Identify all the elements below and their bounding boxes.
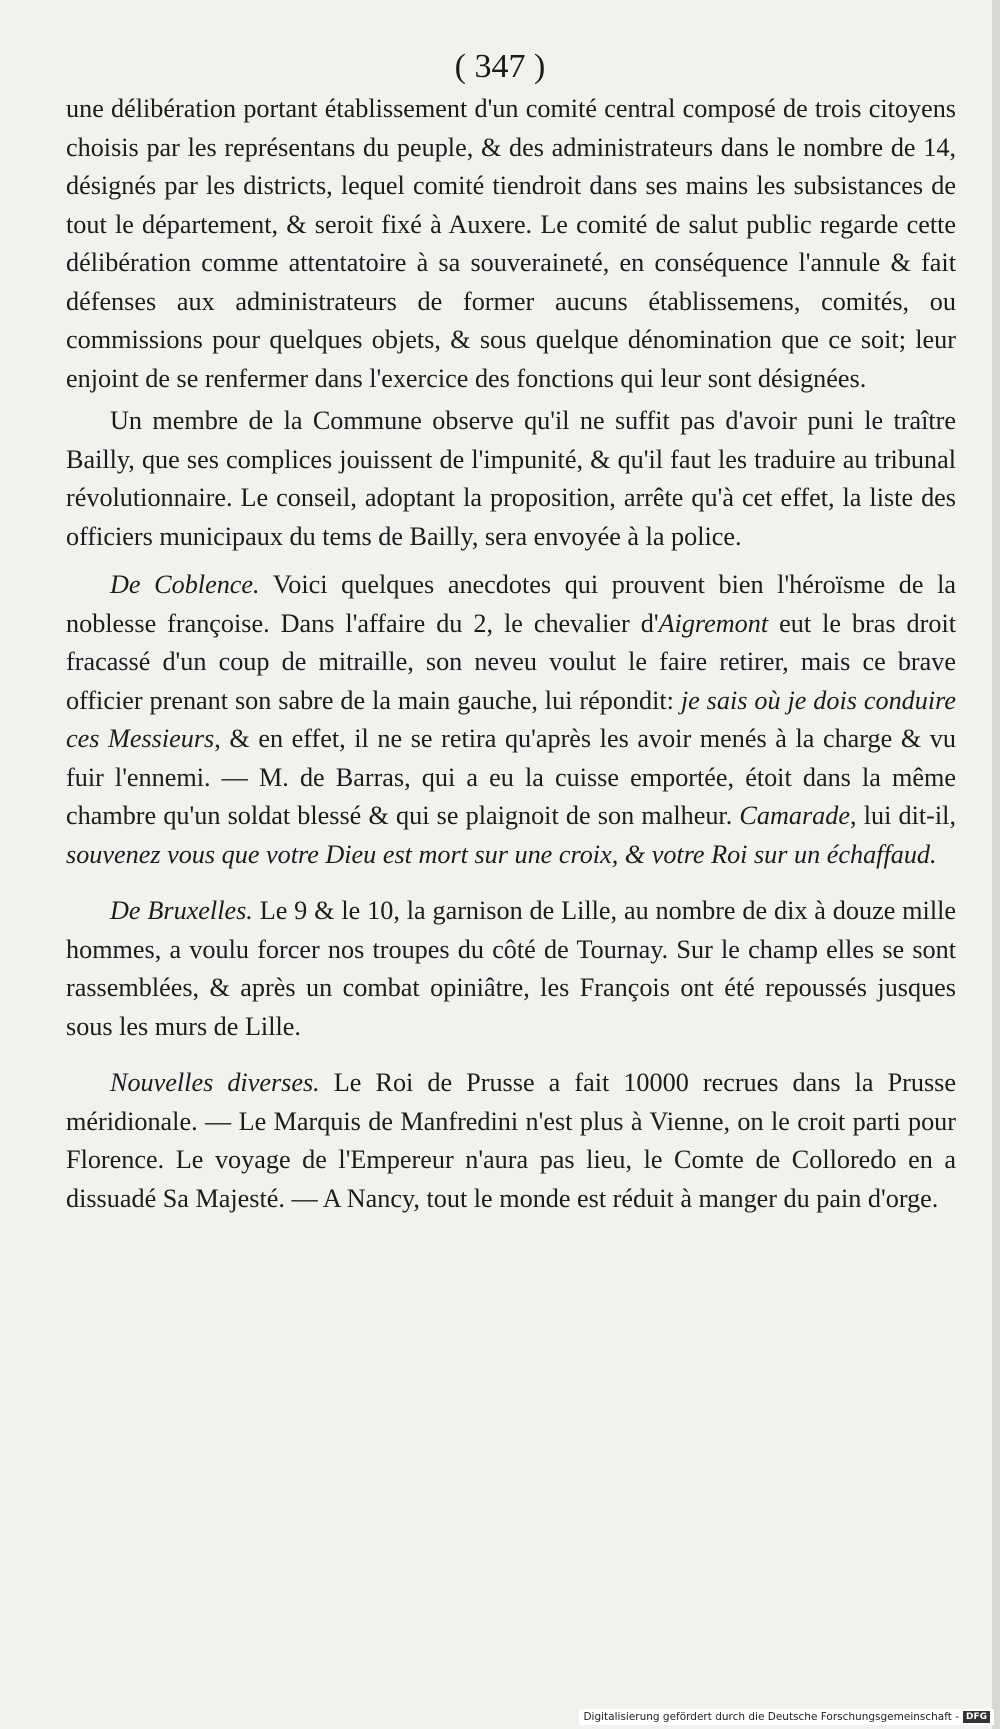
paragraph-text: Un membre de la Commune observe qu'il ne suffit pas d'avoir puni le traître Bailly, que ses complices jouissent de l'impunité, & qu'il faut les traduire au tribunal révolutionnaire. Le conseil, adoptant la proposition, arrête qu'à cet effet, la liste des officiers municipaux du tems de Bailly, sera envoyée à la police. xyxy=(66,406,956,551)
paragraph-text: eut le bras droit fracassé d'un coup de mitraille, son neveu voulut le faire retirer, mais ce brave officier prenant son sabre de la main gauche, lui répondit: xyxy=(66,608,956,715)
paragraph-text: , & en effet, il ne se retira qu'après les avoir menés à la charge & vu fuir l'ennemi. — M. de Barras, qui a eu la cuisse emportée, étoit dans la même chambre qu'un soldat blessé & qui se plaignoit de son malheur. xyxy=(66,724,956,830)
paragraph-continued xyxy=(66,90,956,398)
italic-name: Aigremont xyxy=(658,608,769,638)
dateline-coblence: De Coblence. xyxy=(110,570,260,599)
dateline-nouvelles: Nouvelles diverses. xyxy=(110,1068,320,1097)
paragraph-text: une délibération portant établissement d'un comité central composé de trois citoyens choisis par les représentans du peuple, & des administrateurs dans le nombre de 14, désignés par les districts, lequel comité tiendroit dans ses mains les subsistances de tout le département, & seroit fixé à Auxere. Le comité de salut public regarde cette délibération comme attentatoire à sa souveraineté, en conséquence l'annule & fait défenses aux administrateurs de former aucuns établissemens, comités, ou commissions pour quelques objets, & sous quelque dénomination que ce soit; leur enjoint de se renfermer dans l'exercice des fonctions qui leur sont désignées. xyxy=(66,94,956,393)
dfg-logo-icon: DFG xyxy=(963,1711,990,1723)
italic-quote: Camarade xyxy=(739,801,850,830)
italic-quote: je sais où je dois conduire ces Messieurs xyxy=(66,685,956,753)
paragraph-nouvelles xyxy=(66,1064,956,1218)
paragraph-commune xyxy=(66,402,956,556)
digitization-credit xyxy=(579,1709,994,1725)
dateline-bruxelles: De Bruxelles. xyxy=(110,896,253,925)
page-number: ( 347 ) xyxy=(454,48,546,85)
paragraph-text: , lui dit-il, xyxy=(850,801,956,830)
paragraph-text: Voici quelques anecdotes qui prouvent bien l'héroïsme de la noblesse françoise. Dans l'affaire du 2, le chevalier d' xyxy=(66,570,956,638)
page-body xyxy=(66,90,956,1218)
paragraph-text: Le 9 & le 10, la garnison de Lille, au nombre de dix à douze mille hommes, a voulu forcer nos troupes du côté de Tournay. Sur le champ elles se sont rassemblées, & après un combat opiniâtre, les François ont été repoussés jusques sous les murs de Lille. xyxy=(66,896,956,1041)
paragraph-bruxelles xyxy=(66,892,956,1046)
credit-text: Digitalisierung gefördert durch die Deutsche Forschungsgemeinschaft - xyxy=(583,1711,959,1723)
italic-quote: souvenez vous que votre Dieu est mort sur une croix, & votre Roi sur un échaffaud. xyxy=(66,839,937,869)
paragraph-coblence xyxy=(66,566,956,874)
paragraph-text: Le Roi de Prusse a fait 10000 recrues dans la Prusse méridionale. — Le Marquis de Manfredini n'est plus à Vienne, on le croit parti pour Florence. Le voyage de l'Empereur n'aura pas lieu, le Comte de Colloredo en a dissuadé Sa Majesté. — A Nancy, tout le monde est réduit à manger du pain d'orge. xyxy=(66,1068,956,1213)
scan-edge xyxy=(992,0,1000,1729)
